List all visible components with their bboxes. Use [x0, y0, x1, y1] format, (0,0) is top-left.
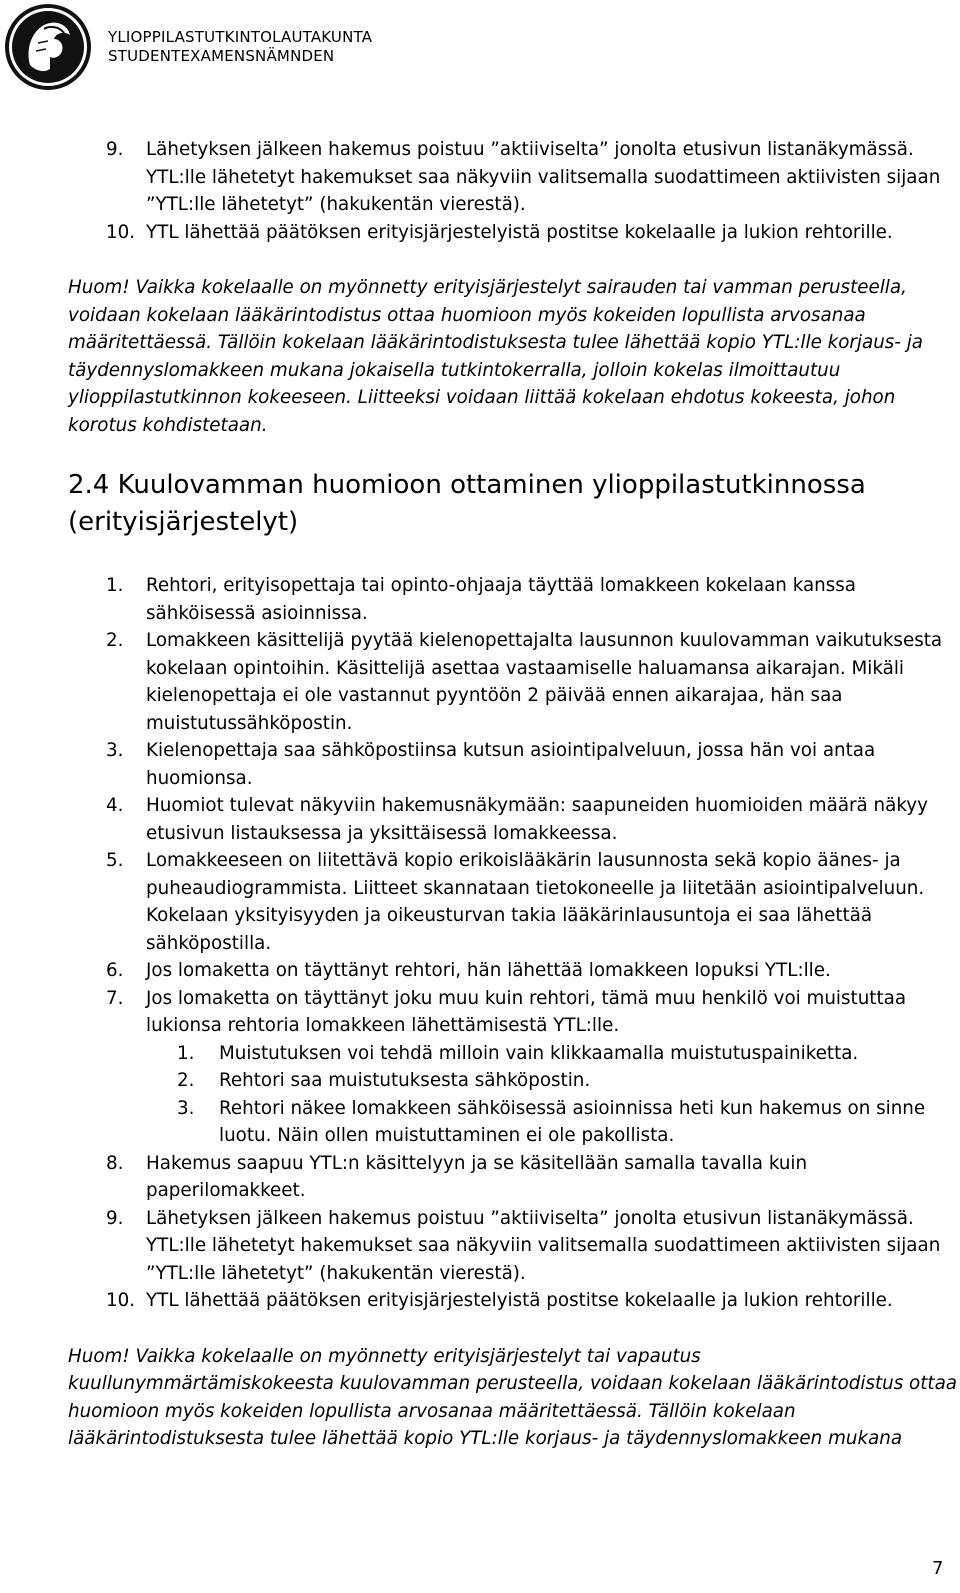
list-item	[68, 985, 958, 1040]
list-number: 3.	[177, 1097, 195, 1119]
page-header	[0, 0, 960, 86]
list-text: Muistutuksen voi tehdä milloin vain klikkaamalla muistutuspainiketta.	[219, 1042, 859, 1064]
organization-name	[108, 28, 372, 66]
list-number: 10.	[106, 1290, 136, 1311]
list-text: Jos lomaketta on täyttänyt joku muu kuin rehtori, tämä muu henkilö voi muistuttaa lukionsa rehtoria lomakkeen lähettämisestä YTL:lle.	[146, 987, 907, 1036]
list-number: 6.	[106, 960, 124, 981]
list-item	[68, 1205, 958, 1288]
list-number: 8.	[106, 1152, 124, 1174]
list-item	[68, 957, 958, 985]
main-list-continued	[68, 1150, 958, 1315]
list-number: 7.	[106, 987, 124, 1009]
list-item	[68, 1287, 958, 1315]
list-text: Rehtori saa muistutuksesta sähköpostin.	[219, 1070, 591, 1091]
list-text: Jos lomaketta on täyttänyt rehtori, hän lähettää lomakkeen lopuksi YTL:lle.	[146, 960, 831, 981]
list-number: 2.	[106, 630, 124, 651]
list-item	[68, 1150, 958, 1205]
main-list	[68, 572, 958, 1040]
list-number: 1.	[106, 575, 124, 596]
sub-list	[68, 1040, 958, 1150]
list-number: 1.	[177, 1042, 195, 1064]
list-text: Rehtori näkee lomakkeen sähköisessä asioinnissa heti kun hakemus on sinne luotu. Näin ollen muistuttaminen ei ole pakollista.	[219, 1097, 926, 1146]
list-number: 9.	[106, 139, 124, 160]
list-text: Lähetyksen jälkeen hakemus poistuu ”aktiiviselta” jonolta etusivun listanäkymässä. YTL:lle lähetetyt hakemukset saa näkyviin valitsemalla suodattimeen aktiivisten sijaan ”YTL:lle lähetetyt” (hakukentän vierestä).	[146, 1207, 941, 1284]
helmeted-head-logo-icon	[4, 3, 92, 91]
document-body	[68, 136, 958, 1453]
top-list	[68, 136, 958, 246]
list-text: Lähetyksen jälkeen hakemus poistuu ”aktiiviselta” jonolta etusivun listanäkymässä. YTL:lle lähetetyt hakemukset saa näkyviin valitsemalla suodattimeen aktiivisten sijaan ”YTL:lle lähetetyt” (hakukentän vierestä).	[146, 139, 941, 215]
sub-list-item	[68, 1095, 958, 1150]
section-heading: 2.4 Kuulovamman huomioon ottaminen ylioppilastutkinnossa (erityisjärjestelyt)	[68, 470, 866, 537]
list-item	[68, 847, 958, 957]
list-item	[68, 792, 958, 847]
sub-list-item	[68, 1040, 958, 1068]
list-item	[68, 136, 958, 219]
list-item	[68, 627, 958, 737]
list-number: 2.	[177, 1070, 195, 1091]
list-text: Lomakkeen käsittelijä pyytää kielenopettajalta lausunnon kuulovamman vaikutuksesta kokelaan opintoihin. Käsittelijä asettaa vastaamiselle haluamansa aikarajan. Mikäli kielenopettaja ei ole vastannut pyyntöön 2 päivää ennen aikarajaa, hän saa muistutussähköpostin.	[146, 630, 943, 734]
sub-list-item	[68, 1067, 958, 1095]
page-number: 7	[932, 1558, 944, 1579]
list-text: Lomakkeeseen on liitettävä kopio erikoislääkärin lausunnosta sekä kopio äänes- ja puheaudiogrammista. Liitteet skannataan tietokoneelle ja liitetään asiointipalveluun. Kokelaan yksityisyyden ja oikeusturvan takia lääkärinlausuntoja ei saa lähettää sähköpostilla.	[146, 850, 925, 954]
list-number: 5.	[106, 850, 124, 871]
list-number: 10.	[106, 221, 136, 243]
list-item	[68, 219, 958, 247]
list-text: YTL lähettää päätöksen erityisjärjestelyistä postitse kokelaalle ja lukion rehtorille.	[146, 221, 893, 243]
list-text: YTL lähettää päätöksen erityisjärjestelyistä postitse kokelaalle ja lukion rehtorille.	[146, 1290, 893, 1311]
organization-name-fi: YLIOPPILASTUTKINTOLAUTAKUNTA	[108, 28, 373, 46]
list-number: 3.	[106, 740, 124, 761]
list-text: Rehtori, erityisopettaja tai opinto-ohjaaja täyttää lomakkeen kokelaan kanssa sähköisessä asioinnissa.	[146, 575, 856, 624]
list-text: Hakemus saapuu YTL:n käsittelyyn ja se käsitellään samalla tavalla kuin paperilomakkeet.	[146, 1152, 808, 1201]
list-number: 9.	[106, 1207, 124, 1229]
list-number: 4.	[106, 795, 124, 816]
note-paragraph: Huom! Vaikka kokelaalle on myönnetty erityisjärjestelyt tai vapautus kuullunymmärtämiskokeesta kuulovamman perusteella, voidaan kokelaan lääkärintodistus ottaa huomioon myös kokeiden lopullista arvosanaa määritettäessä. Tällöin kokelaan lääkärintodistuksesta tulee lähettää kopio YTL:lle korjaus- ja täydennyslomakkeen mukana	[68, 1345, 957, 1449]
list-text: Huomiot tulevat näkyviin hakemusnäkymään: saapuneiden huomioiden määrä näkyy etusivun listauksessa ja yksittäisessä lomakkeessa.	[146, 795, 928, 844]
list-item	[68, 572, 958, 627]
list-text: Kielenopettaja saa sähköpostiinsa kutsun asiointipalveluun, jossa hän voi antaa huomionsa.	[146, 740, 876, 789]
note-paragraph: Huom! Vaikka kokelaalle on myönnetty erityisjärjestelyt sairauden tai vamman perusteella, voidaan kokelaan lääkärintodistus ottaa huomioon myös kokeiden lopullista arvosanaa määritettäessä. Tällöin kokelaan lääkärintodistuksesta tulee lähettää kopio YTL:lle korjaus- ja täydennyslomakkeen mukana jokaisella tutkintokerralla, jolloin kokelas ilmoittautuu ylioppilastutkinnon kokeeseen. Liitteeksi voidaan liittää kokelaan ehdotus kokeesta, johon korotus kohdistetaan.	[68, 277, 923, 436]
organization-name-sv: STUDENTEXAMENSNÄMNDEN	[108, 47, 335, 65]
list-item	[68, 737, 958, 792]
